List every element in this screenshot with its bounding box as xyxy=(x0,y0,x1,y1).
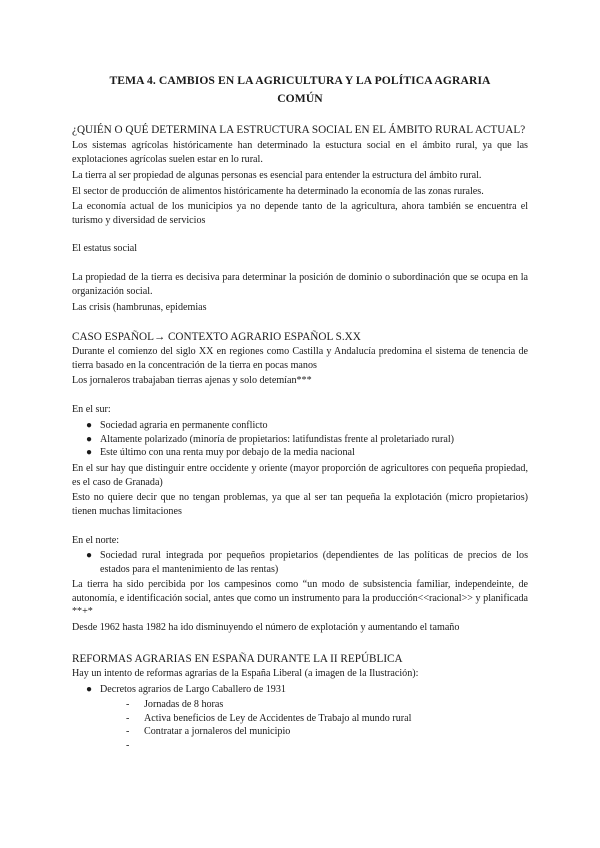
section-3-paragraph-1: Hay un intento de reformas agrarias de la España Liberal (a imagen de la Ilustración): xyxy=(72,668,419,679)
bullet-icon: ● xyxy=(86,684,93,695)
section-2-paragraph-4: Esto no quiere decir que no tengan problemas, ya que al ser tan pequeña la explotación (micro propietarios) tienen muchas limitaciones xyxy=(72,492,528,517)
dash-icon: - xyxy=(126,726,130,738)
dash-icon: - xyxy=(126,699,130,710)
section-2-paragraph-2: Los jornaleros trabajaban tierras ajenas y solo detemían*** xyxy=(72,375,312,386)
section-3-dash-list xyxy=(72,698,528,752)
section-2-heading: CASO ESPAÑOL→ CONTEXTO AGRARIO ESPAÑOL S.XX xyxy=(72,331,361,343)
estatus-social-label: El estatus social xyxy=(72,243,138,254)
title-line-2: COMÚN xyxy=(277,92,323,105)
sur-bullet-list xyxy=(72,419,528,460)
section-2-paragraph-3: En el sur hay que distinguir entre occidente y oriente (mayor proporción de agricultores con pequeña propiedad, es el caso de Granada) xyxy=(72,463,528,488)
section-2-paragraph-6: Desde 1962 hasta 1982 ha ido disminuyendo el número de explotación y aumentando el tamaño xyxy=(72,622,460,633)
list-item: ● Sociedad agraria en permanente conflicto xyxy=(86,420,268,431)
list-item: ● Altamente polarizado (minoría de propietarios: latifundistas frente al proletariado rural) xyxy=(86,433,454,445)
section-1-paragraph-2: La tierra al ser propiedad de algunas personas es esencial para entender la estructura del ámbito rural. xyxy=(72,170,482,181)
list-item: ● Sociedad rural integrada por pequeños propietarios (dependientes de las políticas de precios de los estados para el mantenimiento de las rentas) xyxy=(86,550,528,575)
section-2-paragraph-1: Durante el comienzo del siglo XX en regiones como Castilla y Andalucía predomina el sistema de tenencia de tierra basado en la concentración de la tierra en pocas manos xyxy=(72,346,528,371)
list-item: - Activa beneficios de Ley de Accidentes de Trabajo al mundo rural xyxy=(126,712,412,724)
norte-bullet-list xyxy=(72,549,528,576)
bullet-icon: ● xyxy=(86,433,93,445)
section-3-heading: REFORMAS AGRARIAS EN ESPAÑA DURANTE LA II REPÚBLICA xyxy=(72,653,403,665)
list-item: - Jornadas de 8 horas xyxy=(126,699,224,710)
section-2-paragraph-5: La tierra ha sido percibida por los campesinos como “un modo de subsistencia familiar, independeinte, de autonomía, e identificación social, antes que como un instrumento para la producción<<racional>> y planificada **+* xyxy=(72,579,528,618)
page-title xyxy=(72,72,528,108)
bullet-icon: ● xyxy=(86,550,93,561)
section-1-paragraph-6: Las crisis (hambrunas, epidemias xyxy=(72,302,207,313)
list-item: ● Este último con una renta muy por debajo de la media nacional xyxy=(86,447,355,459)
sur-label: En el sur: xyxy=(72,404,111,415)
section-1-paragraph-5: La propiedad de la tierra es decisiva para determinar la posición de dominio o subordinación que se ocupa en la organización social. xyxy=(72,272,528,297)
list-item: ● Decretos agrarios de Largo Caballero de 1931 xyxy=(86,684,286,695)
dash-icon: - xyxy=(126,739,130,751)
bullet-icon: ● xyxy=(86,420,93,431)
section-1-heading: ¿QUIÉN O QUÉ DETERMINA LA ESTRUCTURA SOCIAL EN EL ÁMBITO RURAL ACTUAL? xyxy=(72,124,526,136)
title-line-1: TEMA 4. CAMBIOS EN LA AGRICULTURA Y LA POLÍTICA AGRARIA xyxy=(109,74,491,87)
section-1-paragraph-4: La economía actual de los municipios ya no depende tanto de la agricultura, ahora también se encuentra el turismo y diversidad de servicios xyxy=(72,201,528,226)
bullet-icon: ● xyxy=(86,447,93,459)
list-item: - Contratar a jornaleros del municipio xyxy=(126,726,291,738)
list-item xyxy=(72,739,528,753)
dash-icon: - xyxy=(126,712,130,724)
section-3-bullet-list xyxy=(72,683,528,697)
norte-label: En el norte: xyxy=(72,535,120,546)
section-1-paragraph-1: Los sistemas agrícolas históricamente han determinado la estuctura social en el ámbito rural, ya que las explotaciones agrícolas suelen estar en lo rural. xyxy=(72,140,528,165)
section-1-paragraph-3: El sector de producción de alimentos históricamente ha determinado la economía de las zonas rurales. xyxy=(72,186,484,197)
